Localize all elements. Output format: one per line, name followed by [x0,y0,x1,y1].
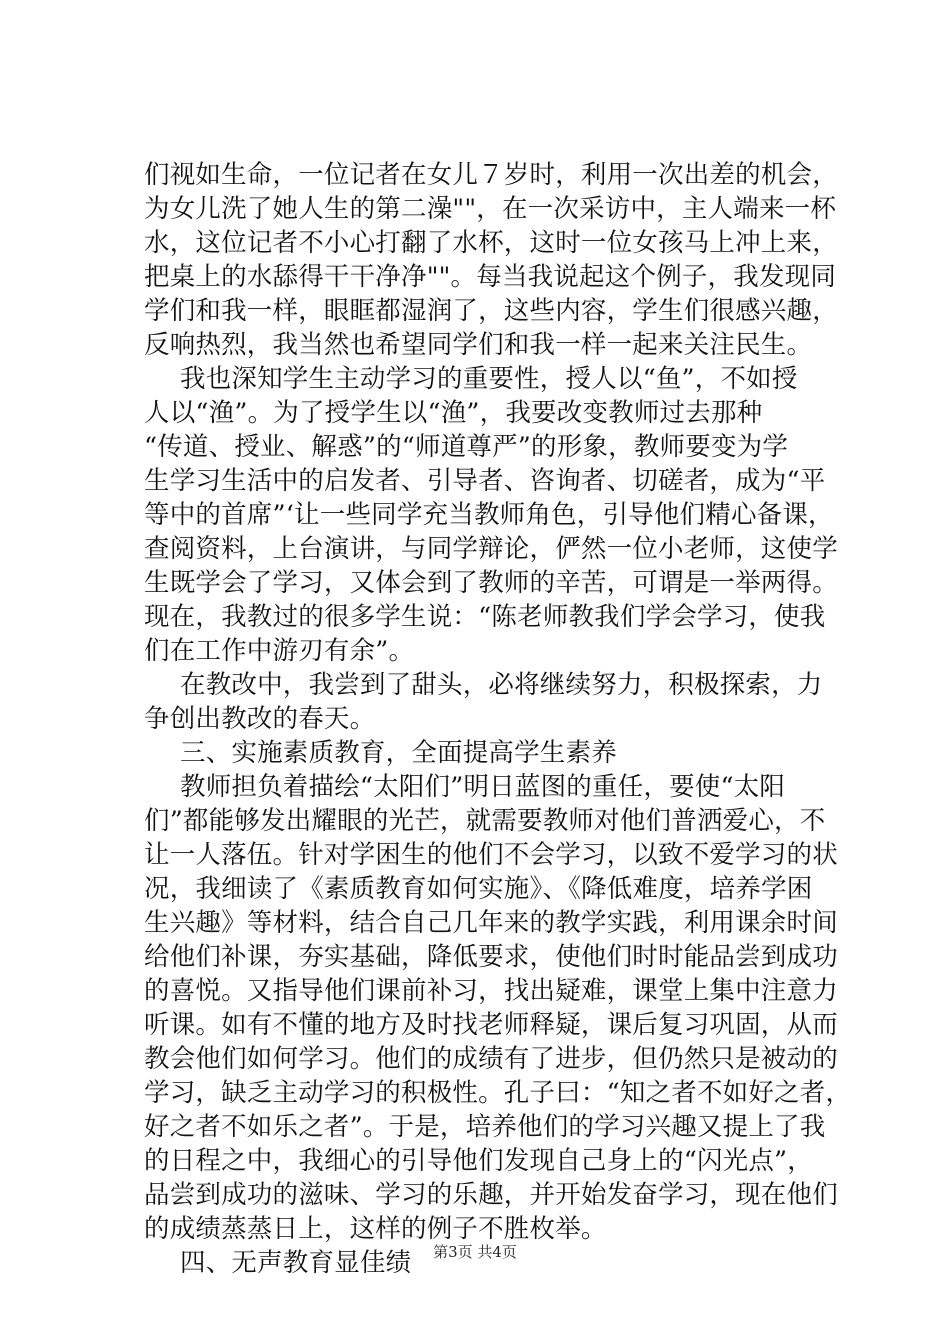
text-line: “传道、授业、解惑”的“师道尊严”的形象，教师要变为学 [144,432,789,462]
text-line: 品尝到成功的滋味、学习的乐趣，并开始发奋学习，现在他们 [144,1180,838,1210]
page-number-footer: 第3页 共4页 [433,1243,517,1261]
text-line: 生学习生活中的启发者、引导者、咨询者、切磋者，成为“平 [144,466,826,496]
text-line: 让一人落伍。针对学困生的他们不会学习，以致不爱学习的状 [144,840,838,870]
text-line: 学习，缺乏主动学习的积极性。孔子曰：“知之者不如好之者， [144,1078,852,1108]
text-line: 现在，我教过的很多学生说：“陈老师教我们学会学习，使我 [144,602,826,632]
text-line: 人以“渔”。为了授学生以“渔”，我要改变教师过去那种 [144,398,763,428]
text-line: 水，这位记者不小心打翻了水杯，这时一位女孩马上冲上来， [144,228,838,258]
text-line: 们在工作中游刃有余”。 [144,636,415,666]
text-line: 查阅资料，上台演讲，与同学辩论，俨然一位小老师，这使学 [144,534,838,564]
text-line: 等中的首席”‘让一些同学充当教师角色，引导他们精心备课， [144,500,834,530]
section-heading: 四、无声教育显佳绩 [180,1248,412,1278]
paragraph-first-line: 教师担负着描绘“太阳们”明日蓝图的重任，要使“太阳 [180,772,786,802]
text-line: 学们和我一样，眼眶都湿润了，这些内容，学生们很感兴趣， [144,296,838,326]
text-line: 教会他们如何学习。他们的成绩有了进步，但仍然只是被动的 [144,1044,838,1074]
text-line: 争创出教改的春天。 [144,704,376,734]
text-line: 把桌上的水舔得干干净净""。每当我说起这个例子，我发现同 [144,262,837,292]
paragraph-first-line: 在教改中，我尝到了甜头，必将继续努力，积极探索，力 [180,670,823,700]
text-line: 的成绩蒸蒸日上，这样的例子不胜枚举。 [144,1214,607,1244]
text-line: 们”都能够发出耀眼的光芒，就需要教师对他们普洒爱心，不 [144,806,826,836]
paragraph-first-line: 我也深知学生主动学习的重要性，授人以“鱼”，不如授 [180,364,798,394]
text-line: 给他们补课，夯实基础，降低要求，使他们时时能品尝到成功 [144,942,838,972]
text-line: 们视如生命，一位记者在女儿７岁时，利用一次出差的机会， [144,160,838,190]
text-line: 听课。如有不懂的地方及时找老师释疑，课后复习巩固，从而 [144,1010,838,1040]
text-line: 况，我细读了《素质教育如何实施》、《降低难度，培养学困 [144,874,813,904]
text-line: 的日程之中，我细心的引导他们发现自己身上的“闪光点”， [144,1146,813,1176]
text-line: 生兴趣》等材料，结合自己几年来的教学实践，利用课余时间 [144,908,838,938]
section-heading: 三、实施素质教育，全面提高学生素养 [180,738,617,768]
document-body [144,158,852,1280]
text-line: 反响热烈，我当然也希望同学们和我一样一起来关注民生。 [144,330,813,360]
text-line: 好之者不如乐之者”。于是，培养他们的学习兴趣又提上了我 [144,1112,826,1142]
text-line: 的喜悦。又指导他们课前补习，找出疑难，课堂上集中注意力 [144,976,838,1006]
text-line: 为女儿洗了她人生的第二澡""，在一次采访中，主人端来一杯 [144,194,837,224]
text-line: 生既学会了学习，又体会到了教师的辛苦，可谓是一举两得。 [144,568,838,598]
